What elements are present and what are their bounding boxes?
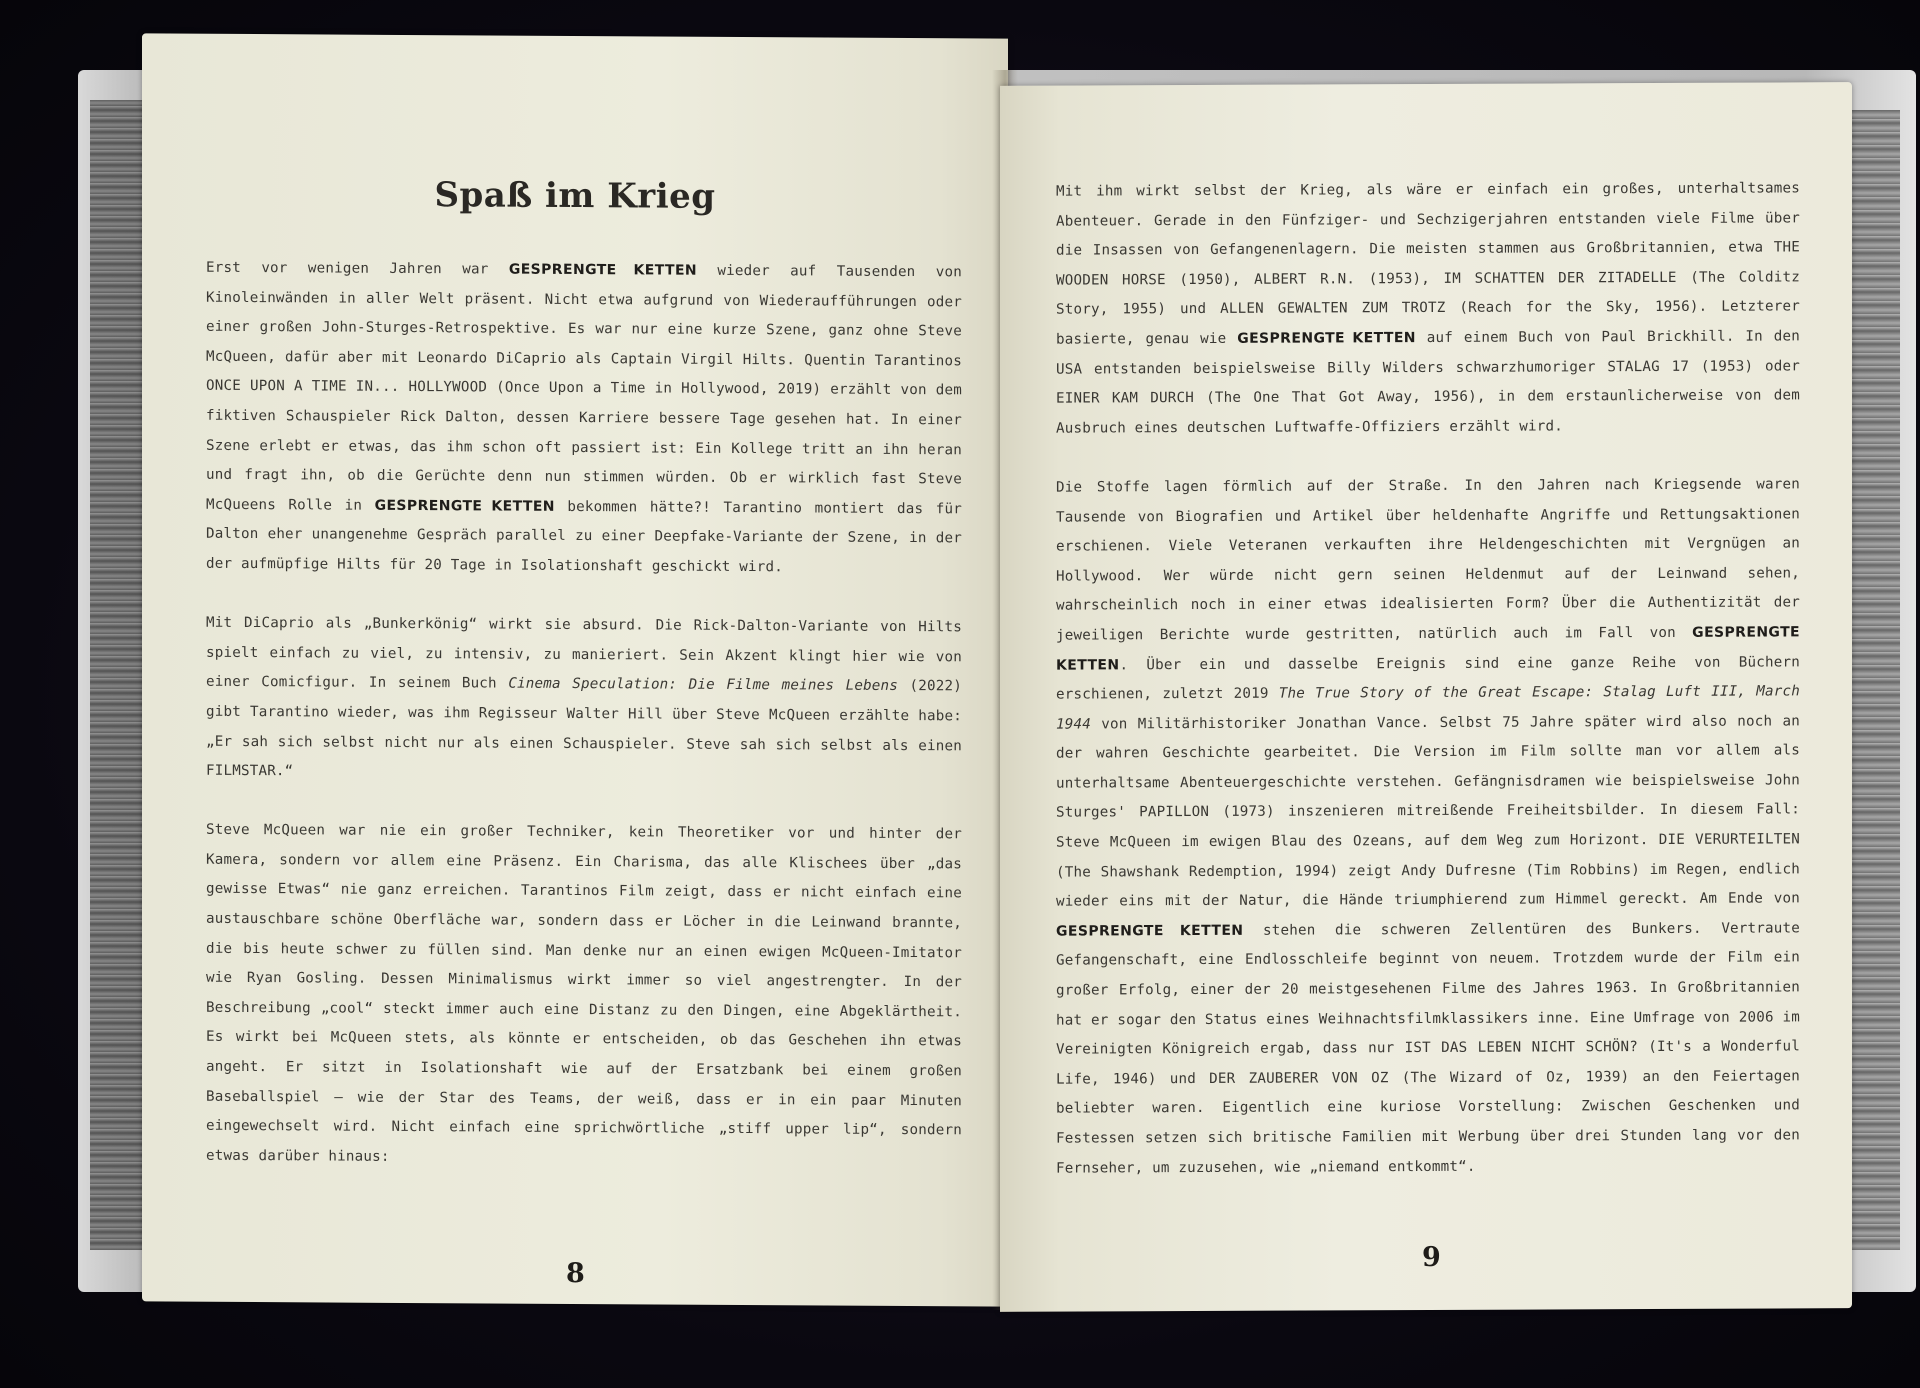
film-title-highlight: GESPRENGTE KETTEN [1056,922,1244,940]
page-number-right: 9 [1422,1241,1441,1274]
book-title-italic: Cinema Speculation: Die Filme meines Lebens [508,675,899,695]
film-title-highlight: GESPRENGTE KETTEN [508,261,698,279]
paragraph: Erst vor wenigen Jahren war GESPRENGTE KETTEN wieder auf Tausenden von Kinoleinwänden in aller Welt präsent. Nicht etwa aufgrund von Wiederaufführungen oder einer großen John-Sturges-Retrospektive. Es war nur eine kurze Szene, ganz ohne Steve McQueen, dafür aber mit Leonardo DiCaprio als Captain Virgil Hilts. Quentin Tarantinos ONCE UPON A TIME IN... HOLLYWOOD (Once Upon a Time in Hollywood, 2019) erzählt von dem fiktiven Schauspieler Rick Dalton, dessen Karriere bessere Tage gesehen hat. In einer Szene erlebt er etwas, das ihm schon oft passiert ist: Ein Kollege tritt an ihn heran und fragt ihn, ob die Gerüchte denn nun stimmen würden. Ob er wirklich fast Steve McQueens Rolle in GESPRENGTE KETTEN bekommen hätte?! Tarantino montiert das für Dalton eher unangenehme Gespräch parallel zu einer Deepfake-Variante der Szene, in der der aufmüpfige Hilts für 20 Tage in Isolationshaft geschickt wird. [206,259,963,576]
cover-edge-left [90,100,150,1250]
film-title-highlight: GESPRENGTE KETTEN [374,497,555,515]
right-page [1000,82,1852,1312]
book-title-italic: The True Story of the Great Escape: Stalag Luft III, March 1944 [1056,683,1800,733]
left-page [142,33,1008,1306]
page-number-left: 8 [566,1257,585,1290]
left-page-body [206,254,962,1206]
paragraph: Mit DiCaprio als „Bunkerkönig“ wirkt sie absurd. Die Rick-Dalton-Variante von Hilts spielt einfach zu viel, zu intensiv, zu manieriert. Sein Akzent klingt hier wie von einer Comicfigur. In seinem Buch Cinema Speculation: Die Filme meines Lebens (2022) gibt Tarantino wieder, was ihm Regisseur Walter Hill über Steve McQueen erzählte habe: „Er sah sich selbst nicht nur als einen Schauspieler. Steve sah sich selbst als einen FILMSTAR.“ [206,614,962,780]
film-title-highlight: GESPRENGTE KETTEN [1237,330,1416,347]
paragraph: Steve McQueen war nie ein großer Techniker, kein Theoretiker vor und hinter der Kamera, sondern vor allem eine Präsenz. Ein Charisma, das alle Klischees über „das gewisse Etwas“ nie ganz erreichen. Tarantinos Film zeigt, dass er nicht einfach eine austauschbare schöne Oberfläche war, sondern dass er Löcher in die Leinwand brannte, die bis heute schwer zu füllen sind. Man denke nur an einen ewigen McQueen-Imitator wie Ryan Gosling. Dessen Minimalismus wirkt immer so viel angestrengter. In der Beschreibung „cool“ steckt immer auch eine Distanz zu den Dingen, eine Abgeklärtheit. Es wirkt bei McQueen stets, als könnte er entscheiden, ob das Geschehen ihn etwas angeht. Er sitzt in Isolationshaft wie auf der Ersatzbank bei einem großen Baseballspiel – wie der Star des Teams, der weiß, dass er in ein paar Minuten eingewechselt wird. Nicht einfach eine sprichwörtliche „stiff upper lip“, sondern etwas darüber hinaus: [206,822,962,1165]
paragraph: Mit ihm wirkt selbst der Krieg, als wäre er einfach ein großes, unterhaltsames Abenteuer. Gerade in den Fünfziger- und Sechzigerjahren entstanden viele Filme über die Insassen von Gefangenenlagern. Die meisten stammen aus Großbritannien, etwa THE WOODEN HORSE (1950), ALBERT R.N. (1953), IM SCHATTEN DER ZITADELLE (The Colditz Story, 1955) und ALLEN GEWALTEN ZUM TROTZ (Reach for the Sky, 1956). Letzterer basierte, genau wie GESPRENGTE KETTEN auf einem Buch von Paul Brickhill. In den USA entstanden beispielsweise Billy Wilders schwarzhumoriger STALAG 17 (1953) oder EINER KAM DURCH (The One That Got Away, 1956), in dem erstaunlicherweise von dem Ausbruch eines deutschen Luftwaffe-Offiziers erzählt wird. [1056,180,1800,437]
right-page-body [1056,174,1800,1213]
film-title-highlight: GESPRENGTE KETTEN [1056,624,1800,674]
chapter-title: Spaß im Krieg [434,175,716,217]
paragraph: Die Stoffe lagen förmlich auf der Straße. In den Jahren nach Kriegsende waren Tausende von Biografien und Artikel über heldenhafte Angriffe und Rettungsaktionen erschienen. Viele Veteranen verkauften ihre Heldengeschichten mit Vergnügen an Hollywood. Wer würde nicht gern seinen Heldenmut auf der Leinwand sehen, wahrscheinlich noch in einer etwas idealisierten Form? Über die Authentizität der jeweiligen Berichte wurde gestritten, natürlich auch im Fall von GESPRENGTE KETTEN. Über ein und dasselbe Ereignis sind eine ganze Reihe von Büchern erschienen, zuletzt 2019 The True Story of the Great Escape: Stalag Luft III, March 1944 von Militärhistoriker Jonathan Vance. Selbst 75 Jahre später wird also noch an der wahren Geschichte gearbeitet. Die Version im Film sollte man vor allem als unterhaltsame Abenteuergeschichte verstehen. Gefängnisdramen wie beispielsweise John Sturges' PAPILLON (1973) inszenieren mitreißende Freiheitsbilder. In diesem Fall: Steve McQueen im ewigen Blau des Ozeans, auf dem Weg zum Horizont. DIE VERURTEILTEN (The Shawshank Redemption, 1994) zeigt Andy Dufresne (Tim Robbins) im Regen, endlich wieder eins mit der Natur, die Hände triumphierend zum Himmel gereckt. Am Ende von GESPRENGTE KETTEN stehen die schweren Zellentüren des Bunkers. Vertraute Gefangenschaft, eine Endlosschleife beginnt von neuem. Trotzdem wurde der Film ein großer Erfolg, einer der 20 meistgesehenen Filme des Jahres 1963. In Großbritannien hat er sogar den Status eines Weihnachtsfilmklassikers inne. Eine Umfrage von 2006 im Vereinigten Königreich ergab, dass nur IST DAS LEBEN NICHT SCHÖN? (It's a Wonderful Life, 1946) und DER ZAUBERER VON OZ (The Wizard of Oz, 1939) an den Feiertagen beliebter waren. Eigentlich eine kuriose Vorstellung: Zwischen Geschenken und Festessen setzen sich britische Familien mit Werbung über drei Stunden lang vor den Fernseher, um zuzusehen, wie „niemand entkommt“. [1056,476,1800,1177]
